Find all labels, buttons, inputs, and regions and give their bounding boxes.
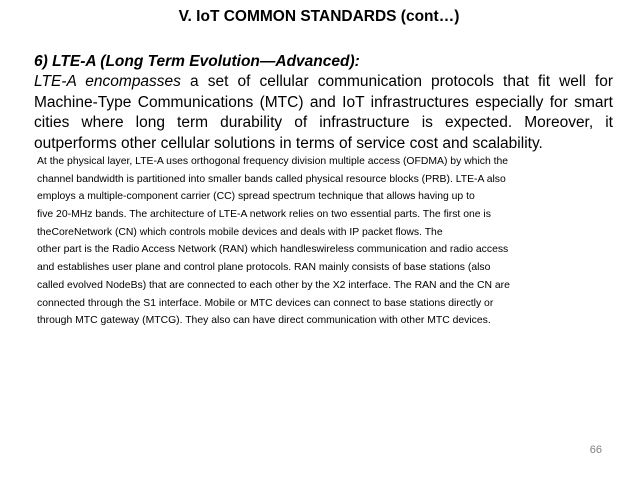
body-line: and establishes user plane and control plane protocols. RAN mainly consists of base stations (also	[37, 262, 491, 274]
body-line: theCoreNetwork (CN) which controls mobile devices and deals with IP packet flows. The	[37, 226, 443, 238]
body-line: called evolved NodeBs) that are connected to each other by the X2 interface. The RAN and the CN are	[37, 279, 510, 291]
body-line: channel bandwidth is partitioned into smaller bands called physical resource blocks (PRB). LTE-A also	[37, 173, 506, 185]
body-paragraph	[37, 153, 617, 330]
section-heading: 6) LTE-A (Long Term Evolution—Advanced):	[34, 53, 360, 70]
intro-text: a set of cellular communication protocols that fit well for Machine-Type Communications (MTC) and IoT infrastructures especially for smart cities where long term durability of infrastructure is expected. Moreover, it outperforms other cellular solutions in terms of service cost and scalability.	[34, 73, 613, 152]
slide-title: V. IoT COMMON STANDARDS (cont…)	[178, 8, 460, 25]
body-line: connected through the S1 interface. Mobile or MTC devices can connect to base stations directly or	[37, 297, 494, 309]
body-line: employs a multiple-component carrier (CC) spread spectrum technique that allows having up to	[37, 191, 475, 203]
body-line: five 20-MHz bands. The architecture of LTE-A network relies on two essential parts. The first one is	[37, 209, 491, 221]
body-line: through MTC gateway (MTCG). They also can have direct communication with other MTC devices.	[37, 315, 491, 327]
intro-paragraph	[34, 72, 613, 154]
intro-lead: LTE-A encompasses	[34, 73, 181, 90]
page-number: 66	[589, 444, 602, 456]
body-line: At the physical layer, LTE-A uses orthogonal frequency division multiple access (OFDMA) by which the	[37, 156, 509, 167]
body-line: other part is the Radio Access Network (RAN) which handleswireless communication and radio access	[37, 244, 509, 256]
